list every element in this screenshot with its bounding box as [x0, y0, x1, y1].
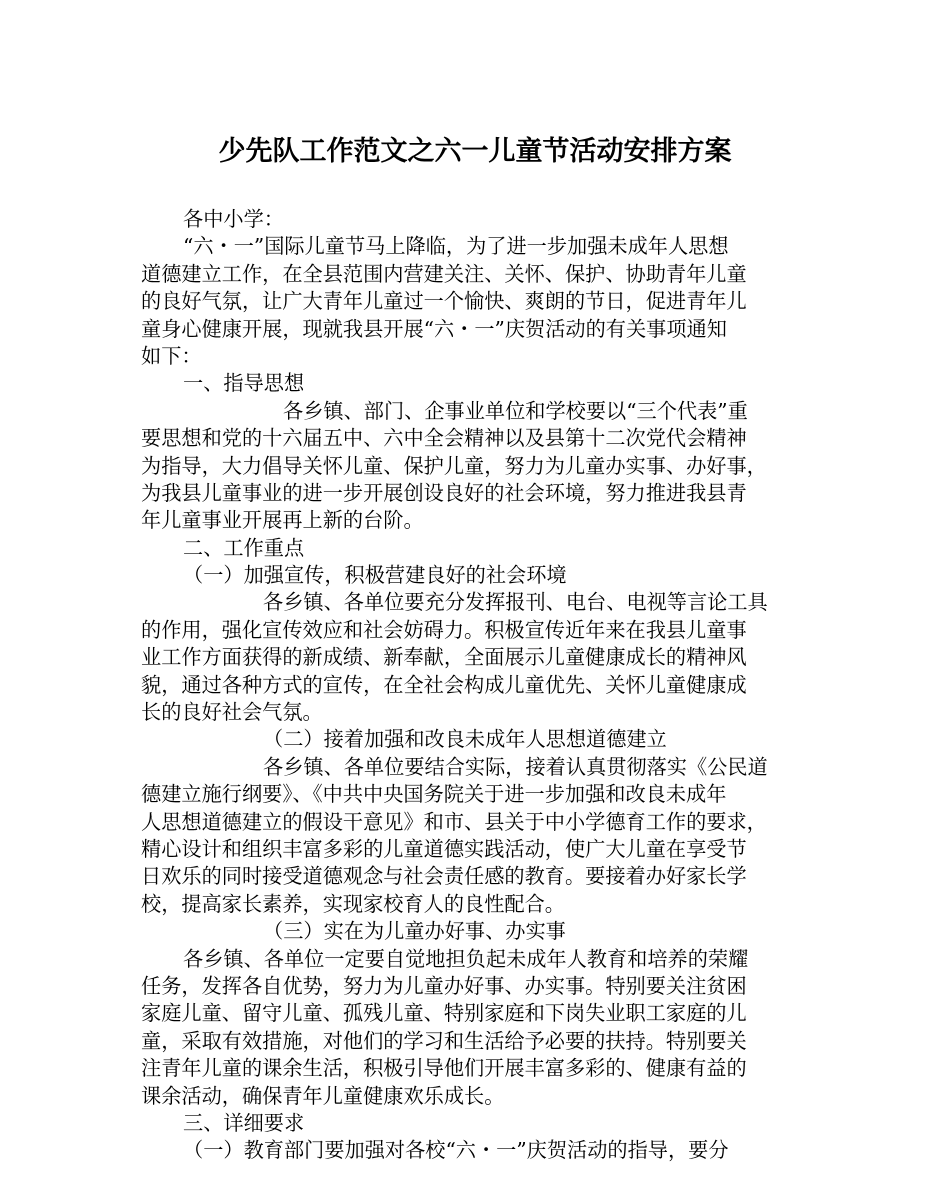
paragraph-line: 童身心健康开展，现就我县开展“六・一”庆贺活动的有关事项通知 — [141, 316, 727, 341]
paragraph-line: 德建立施行纲要》、《中共中央国务院关于进一步加强和改良未成年 — [141, 782, 727, 807]
paragraph-line: 日欢乐的同时接受道德观念与社会责任感的教育。要接着办好家长学 — [141, 864, 747, 889]
section-heading: 三、详细要求 — [183, 1110, 305, 1135]
paragraph-line: 各乡镇、各单位一定要自觉地担负起未成年人教育和培养的荣耀 — [183, 946, 749, 971]
paragraph-line: 为指导，大力倡导关怀儿童、保护儿童，努力为儿童办实事、办好事， — [141, 453, 767, 478]
paragraph-line: 道德建立工作，在全县范围内营建关注、关怀、保护、协助青年儿童 — [141, 261, 747, 286]
paragraph-line: 长的良好社会气氛。 — [141, 700, 323, 725]
document-body — [141, 206, 821, 1165]
salutation-line: 各中小学： — [183, 207, 284, 231]
paragraph-line: 业工作方面获得的新成绩、新奉献，全面展示儿童健康成长的精神风 — [141, 645, 747, 670]
paragraph-line: 如下： — [141, 343, 202, 368]
paragraph-line: “六・一”国际儿童节马上降临，为了进一步加强未成年人思想 — [183, 234, 729, 259]
subsection-heading: （一）加强宣传，积极营建良好的社会环境 — [183, 563, 567, 588]
paragraph-line: 任务，发挥各自优势，努力为儿童办好事、办实事。特别要关注贫困 — [141, 973, 747, 998]
paragraph-line: 课余活动，确保青年儿童健康欢乐成长。 — [141, 1083, 505, 1108]
paragraph-line: 貌，通过各种方式的宣传，在全社会构成儿童优先、关怀儿童健康成 — [141, 672, 747, 697]
paragraph-line: 各乡镇、各单位要充分发挥报刊、电台、电视等言论工具 — [263, 590, 768, 615]
paragraph-line: 注青年儿童的课余生活，积极引导他们开展丰富多彩的、健康有益的 — [141, 1056, 747, 1081]
document-title: 少先队工作范文之六一儿童节活动安排方案 — [218, 136, 732, 167]
paragraph-line: 要思想和党的十六届五中、六中全会精神以及县第十二次党代会精神 — [141, 426, 747, 451]
subsection-heading: （三）实在为儿童办好事、办实事 — [263, 919, 566, 944]
paragraph-line: 为我县儿童事业的进一步开展创设良好的社会环境，努力推进我县青 — [141, 480, 747, 505]
paragraph-line: （一）教育部门要加强对各校“六・一”庆贺活动的指导，要分 — [183, 1138, 729, 1163]
paragraph-line: 童，采取有效措施，对他们的学习和生活给予必要的扶持。特别要关 — [141, 1028, 747, 1053]
paragraph-line: 的作用，强化宣传效应和社会妨碍力。积极宣传近年来在我县儿童事 — [141, 617, 747, 642]
paragraph-line: 人思想道德建立的假设干意见》和市、县关于中小学德育工作的要求， — [141, 809, 767, 834]
section-heading: 二、工作重点 — [183, 535, 305, 560]
paragraph-line: 各乡镇、部门、企事业单位和学校要以“三个代表”重 — [283, 398, 748, 423]
paragraph-line: 年儿童事业开展再上新的台阶。 — [141, 508, 424, 533]
paragraph-line: 校，提高家长素养，实现家校育人的良性配合。 — [141, 891, 565, 916]
paragraph-line: 的良好气氛，让广大青年儿童过一个愉快、爽朗的节日，促进青年儿 — [141, 289, 747, 314]
section-heading: 一、指导思想 — [183, 371, 305, 396]
subsection-heading: （二）接着加强和改良未成年人思想道德建立 — [263, 727, 667, 752]
paragraph-line: 各乡镇、各单位要结合实际，接着认真贯彻落实《公民道 — [263, 754, 768, 779]
paragraph-line: 家庭儿童、留守儿童、孤残儿童、特别家庭和下岗失业职工家庭的儿 — [141, 1001, 747, 1026]
paragraph-line: 精心设计和组织丰富多彩的儿童道德实践活动，使广大儿童在享受节 — [141, 836, 747, 861]
